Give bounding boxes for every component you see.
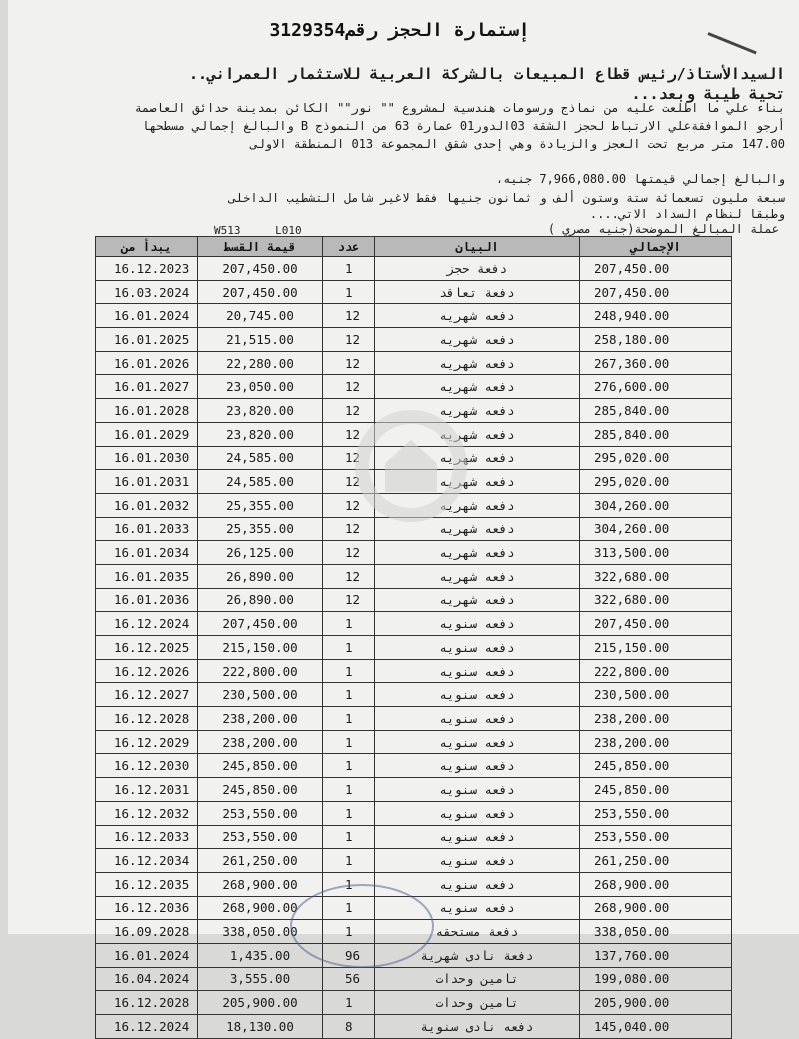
cell-amount: 25,355.00 <box>198 517 323 541</box>
cell-start: 16.01.2024 <box>96 943 198 967</box>
cell-start: 16.12.2036 <box>96 896 198 920</box>
cell-desc: تامين وحدات <box>375 991 580 1015</box>
cell-count: 12 <box>323 517 375 541</box>
cell-count: 12 <box>323 470 375 494</box>
cell-count: 12 <box>323 304 375 328</box>
cell-total: 338,050.00 <box>580 920 732 944</box>
table-row <box>96 991 732 1015</box>
cell-desc: دفعه شهريه <box>375 564 580 588</box>
project-line: بناء علي ما اطلعت عليه من نماذج ورسومات هندسية لمشروع "" نور"" الكائن بمدينة حدائق العاصمة <box>134 101 785 115</box>
cell-count: 1 <box>323 730 375 754</box>
cell-count: 12 <box>323 375 375 399</box>
cell-desc: دفعه سنويه <box>375 612 580 636</box>
cell-desc: دفعه سنويه <box>375 801 580 825</box>
cell-desc: دفعه سنويه <box>375 825 580 849</box>
cell-start: 16.12.2031 <box>96 778 198 802</box>
cell-count: 1 <box>323 896 375 920</box>
table-row <box>96 375 732 399</box>
cell-amount: 25,355.00 <box>198 493 323 517</box>
table-header-row <box>96 237 732 257</box>
cell-desc: دفعه شهريه <box>375 304 580 328</box>
table-row <box>96 304 732 328</box>
header-start: يبدأ من <box>96 237 198 257</box>
cell-amount: 1,435.00 <box>198 943 323 967</box>
table-row <box>96 730 732 754</box>
cell-desc: دفعه سنويه <box>375 730 580 754</box>
cell-count: 12 <box>323 399 375 423</box>
cell-desc: دفعه سنويه <box>375 896 580 920</box>
cell-desc: دفعه سنويه <box>375 849 580 873</box>
cell-start: 16.12.2023 <box>96 257 198 281</box>
cell-desc: دفعه شهريه <box>375 588 580 612</box>
cell-amount: 26,890.00 <box>198 564 323 588</box>
cell-desc: دفعه سنويه <box>375 872 580 896</box>
cell-count: 56 <box>323 967 375 991</box>
cell-count: 1 <box>323 849 375 873</box>
cell-amount: 21,515.00 <box>198 328 323 352</box>
cell-start: 16.12.2028 <box>96 707 198 731</box>
table-row <box>96 328 732 352</box>
cell-total: 253,550.00 <box>580 825 732 849</box>
code-right: L010 <box>275 224 302 237</box>
cell-start: 16.12.2027 <box>96 683 198 707</box>
cell-amount: 238,200.00 <box>198 730 323 754</box>
cell-total: 258,180.00 <box>580 328 732 352</box>
cell-start: 16.12.2029 <box>96 730 198 754</box>
cell-amount: 23,820.00 <box>198 399 323 423</box>
cell-count: 1 <box>323 872 375 896</box>
cell-count: 1 <box>323 636 375 660</box>
cell-total: 268,900.00 <box>580 872 732 896</box>
table-row <box>96 967 732 991</box>
cell-desc: دفعه شهريه <box>375 399 580 423</box>
cell-desc: دفعة مستحقه <box>375 920 580 944</box>
code-left: W513 <box>214 224 241 237</box>
cell-count: 12 <box>323 446 375 470</box>
cell-start: 16.01.2028 <box>96 399 198 423</box>
cell-count: 1 <box>323 257 375 281</box>
cell-amount: 207,450.00 <box>198 280 323 304</box>
cell-amount: 268,900.00 <box>198 872 323 896</box>
cell-amount: 207,450.00 <box>198 257 323 281</box>
cell-count: 1 <box>323 683 375 707</box>
cell-total: 285,840.00 <box>580 422 732 446</box>
cell-amount: 238,200.00 <box>198 707 323 731</box>
table-row <box>96 564 732 588</box>
cell-count: 1 <box>323 801 375 825</box>
cell-desc: دفعه شهريه <box>375 541 580 565</box>
cell-start: 16.01.2031 <box>96 470 198 494</box>
table-row <box>96 659 732 683</box>
table-row <box>96 636 732 660</box>
cell-desc: تامين وحدات <box>375 967 580 991</box>
cell-total: 245,850.00 <box>580 778 732 802</box>
total-words-line: سبعة مليون تسعمائة ستة وستون ألف و ثمانون جنيها فقط لاغير شامل التشطيب الداخلى <box>228 191 785 205</box>
cell-start: 16.03.2024 <box>96 280 198 304</box>
cell-total: 285,840.00 <box>580 399 732 423</box>
cell-total: 238,200.00 <box>580 707 732 731</box>
cell-total: 230,500.00 <box>580 683 732 707</box>
cell-total: 137,760.00 <box>580 943 732 967</box>
payment-plan-intro: وطبقا لنظام السداد الاتي.... <box>589 207 785 221</box>
cell-total: 207,450.00 <box>580 257 732 281</box>
cell-count: 1 <box>323 612 375 636</box>
cell-desc: دفعه سنويه <box>375 683 580 707</box>
cell-total: 238,200.00 <box>580 730 732 754</box>
cell-total: 267,360.00 <box>580 351 732 375</box>
cell-start: 16.04.2024 <box>96 967 198 991</box>
cell-amount: 230,500.00 <box>198 683 323 707</box>
cell-start: 16.12.2028 <box>96 991 198 1015</box>
cell-start: 16.01.2027 <box>96 375 198 399</box>
addressee-line: السيدالأستاذ/رئيس قطاع المبيعات بالشركة العربية للاستثمار العمراني.. <box>188 65 785 83</box>
cell-total: 268,900.00 <box>580 896 732 920</box>
table-row <box>96 612 732 636</box>
cell-desc: دفعه سنويه <box>375 659 580 683</box>
cell-start: 16.01.2024 <box>96 304 198 328</box>
cell-start: 16.01.2035 <box>96 564 198 588</box>
cell-desc: دفعه شهريه <box>375 422 580 446</box>
header-desc: البيان <box>375 237 580 257</box>
cell-amount: 18,130.00 <box>198 1015 323 1039</box>
cell-total: 248,940.00 <box>580 304 732 328</box>
cell-desc: دفعه سنويه <box>375 754 580 778</box>
table-row <box>96 280 732 304</box>
table-row <box>96 825 732 849</box>
cell-desc: دفعه شهريه <box>375 493 580 517</box>
cell-total: 205,900.00 <box>580 991 732 1015</box>
cell-total: 304,260.00 <box>580 493 732 517</box>
cell-total: 304,260.00 <box>580 517 732 541</box>
table-row <box>96 707 732 731</box>
cell-count: 96 <box>323 943 375 967</box>
cell-start: 16.12.2024 <box>96 612 198 636</box>
cell-desc: دفعه سنويه <box>375 778 580 802</box>
table-row <box>96 1015 732 1039</box>
header-count: عدد <box>323 237 375 257</box>
cell-count: 1 <box>323 707 375 731</box>
cell-start: 16.12.2030 <box>96 754 198 778</box>
cell-desc: دفعه شهريه <box>375 328 580 352</box>
cell-start: 16.01.2034 <box>96 541 198 565</box>
cell-desc: دفعه شهريه <box>375 375 580 399</box>
cell-count: 8 <box>323 1015 375 1039</box>
cell-desc: دفعه شهريه <box>375 470 580 494</box>
cell-total: 245,850.00 <box>580 754 732 778</box>
cell-total: 207,450.00 <box>580 612 732 636</box>
cell-amount: 23,050.00 <box>198 375 323 399</box>
cell-start: 16.01.2025 <box>96 328 198 352</box>
cell-start: 16.01.2033 <box>96 517 198 541</box>
cell-start: 16.01.2036 <box>96 588 198 612</box>
cell-start: 16.01.2029 <box>96 422 198 446</box>
cell-count: 1 <box>323 280 375 304</box>
cell-start: 16.09.2028 <box>96 920 198 944</box>
table-row <box>96 588 732 612</box>
cell-total: 295,020.00 <box>580 470 732 494</box>
cell-start: 16.12.2032 <box>96 801 198 825</box>
area-line: 147.00 متر مربع تحت العجز والزيادة وهي إحدى شقق المجموعة 013 المنطقة الاولى <box>250 137 785 151</box>
cell-desc: دفعه شهريه <box>375 517 580 541</box>
cell-start: 16.01.2030 <box>96 446 198 470</box>
cell-amount: 22,280.00 <box>198 351 323 375</box>
table-row <box>96 801 732 825</box>
cell-amount: 268,900.00 <box>198 896 323 920</box>
cell-amount: 20,745.00 <box>198 304 323 328</box>
cell-count: 12 <box>323 541 375 565</box>
cell-count: 12 <box>323 588 375 612</box>
cell-amount: 3,555.00 <box>198 967 323 991</box>
table-row <box>96 849 732 873</box>
cell-amount: 24,585.00 <box>198 470 323 494</box>
cell-amount: 207,450.00 <box>198 612 323 636</box>
company-stamp <box>290 884 434 968</box>
table-row <box>96 351 732 375</box>
cell-total: 222,800.00 <box>580 659 732 683</box>
cell-total: 199,080.00 <box>580 967 732 991</box>
cell-desc: دفعة تعاقد <box>375 280 580 304</box>
cell-total: 276,600.00 <box>580 375 732 399</box>
table-row <box>96 778 732 802</box>
table-row <box>96 257 732 281</box>
cell-start: 16.12.2034 <box>96 849 198 873</box>
cell-total: 145,040.00 <box>580 1015 732 1039</box>
cell-total: 215,150.00 <box>580 636 732 660</box>
cell-count: 1 <box>323 920 375 944</box>
cell-start: 16.12.2026 <box>96 659 198 683</box>
header-amount: قيمة القسط <box>198 237 323 257</box>
cell-count: 12 <box>323 493 375 517</box>
cell-start: 16.12.2024 <box>96 1015 198 1039</box>
cell-total: 261,250.00 <box>580 849 732 873</box>
cell-amount: 245,850.00 <box>198 754 323 778</box>
cell-desc: دفعة حجز <box>375 257 580 281</box>
cell-desc: دفعه شهريه <box>375 351 580 375</box>
table-row <box>96 683 732 707</box>
cell-desc: دفعه سنويه <box>375 636 580 660</box>
cell-count: 12 <box>323 422 375 446</box>
cell-amount: 222,800.00 <box>198 659 323 683</box>
cell-amount: 24,585.00 <box>198 446 323 470</box>
cell-amount: 261,250.00 <box>198 849 323 873</box>
cell-count: 1 <box>323 659 375 683</box>
cell-count: 12 <box>323 328 375 352</box>
cell-amount: 215,150.00 <box>198 636 323 660</box>
greeting-line: تحية طيبة وبعد... <box>631 85 785 103</box>
cell-amount: 253,550.00 <box>198 825 323 849</box>
total-value-line: والبالغ إجمالي قيمتها 7,966,080.00 جنيه، <box>495 172 785 186</box>
cell-total: 313,500.00 <box>580 541 732 565</box>
cell-amount: 245,850.00 <box>198 778 323 802</box>
cell-total: 295,020.00 <box>580 446 732 470</box>
cell-count: 1 <box>323 991 375 1015</box>
unit-line: أرجو الموافقةعلي الارتباط لحجز الشقة 03الدور01 عمارة 63 من النموذج B والبالغ إجمالي مسطحها <box>141 119 785 133</box>
cell-start: 16.01.2032 <box>96 493 198 517</box>
cell-start: 16.12.2025 <box>96 636 198 660</box>
cell-start: 16.12.2033 <box>96 825 198 849</box>
header-total: الإجمالي <box>580 237 732 257</box>
cell-amount: 23,820.00 <box>198 422 323 446</box>
cell-start: 16.12.2035 <box>96 872 198 896</box>
cell-amount: 26,890.00 <box>198 588 323 612</box>
table-row <box>96 872 732 896</box>
cell-count: 1 <box>323 825 375 849</box>
cell-total: 207,450.00 <box>580 280 732 304</box>
cell-count: 12 <box>323 351 375 375</box>
cell-count: 1 <box>323 754 375 778</box>
table-row <box>96 541 732 565</box>
cell-amount: 253,550.00 <box>198 801 323 825</box>
cell-desc: دفعه شهريه <box>375 446 580 470</box>
cell-count: 1 <box>323 778 375 802</box>
cell-amount: 338,050.00 <box>198 920 323 944</box>
cell-amount: 26,125.00 <box>198 541 323 565</box>
table-row <box>96 754 732 778</box>
cell-total: 322,680.00 <box>580 564 732 588</box>
form-title: إستمارة الحجز رقم3129354 <box>269 20 530 41</box>
currency-note: عملة المبالغ الموضحة(جنيه مصري ) <box>547 222 779 236</box>
cell-desc: دفعة نادى شهرية <box>375 943 580 967</box>
cell-desc: دفعه نادى سنوية <box>375 1015 580 1039</box>
cell-total: 253,550.00 <box>580 801 732 825</box>
cell-start: 16.01.2026 <box>96 351 198 375</box>
cell-count: 12 <box>323 564 375 588</box>
cell-desc: دفعه سنويه <box>375 707 580 731</box>
cell-total: 322,680.00 <box>580 588 732 612</box>
cell-amount: 205,900.00 <box>198 991 323 1015</box>
